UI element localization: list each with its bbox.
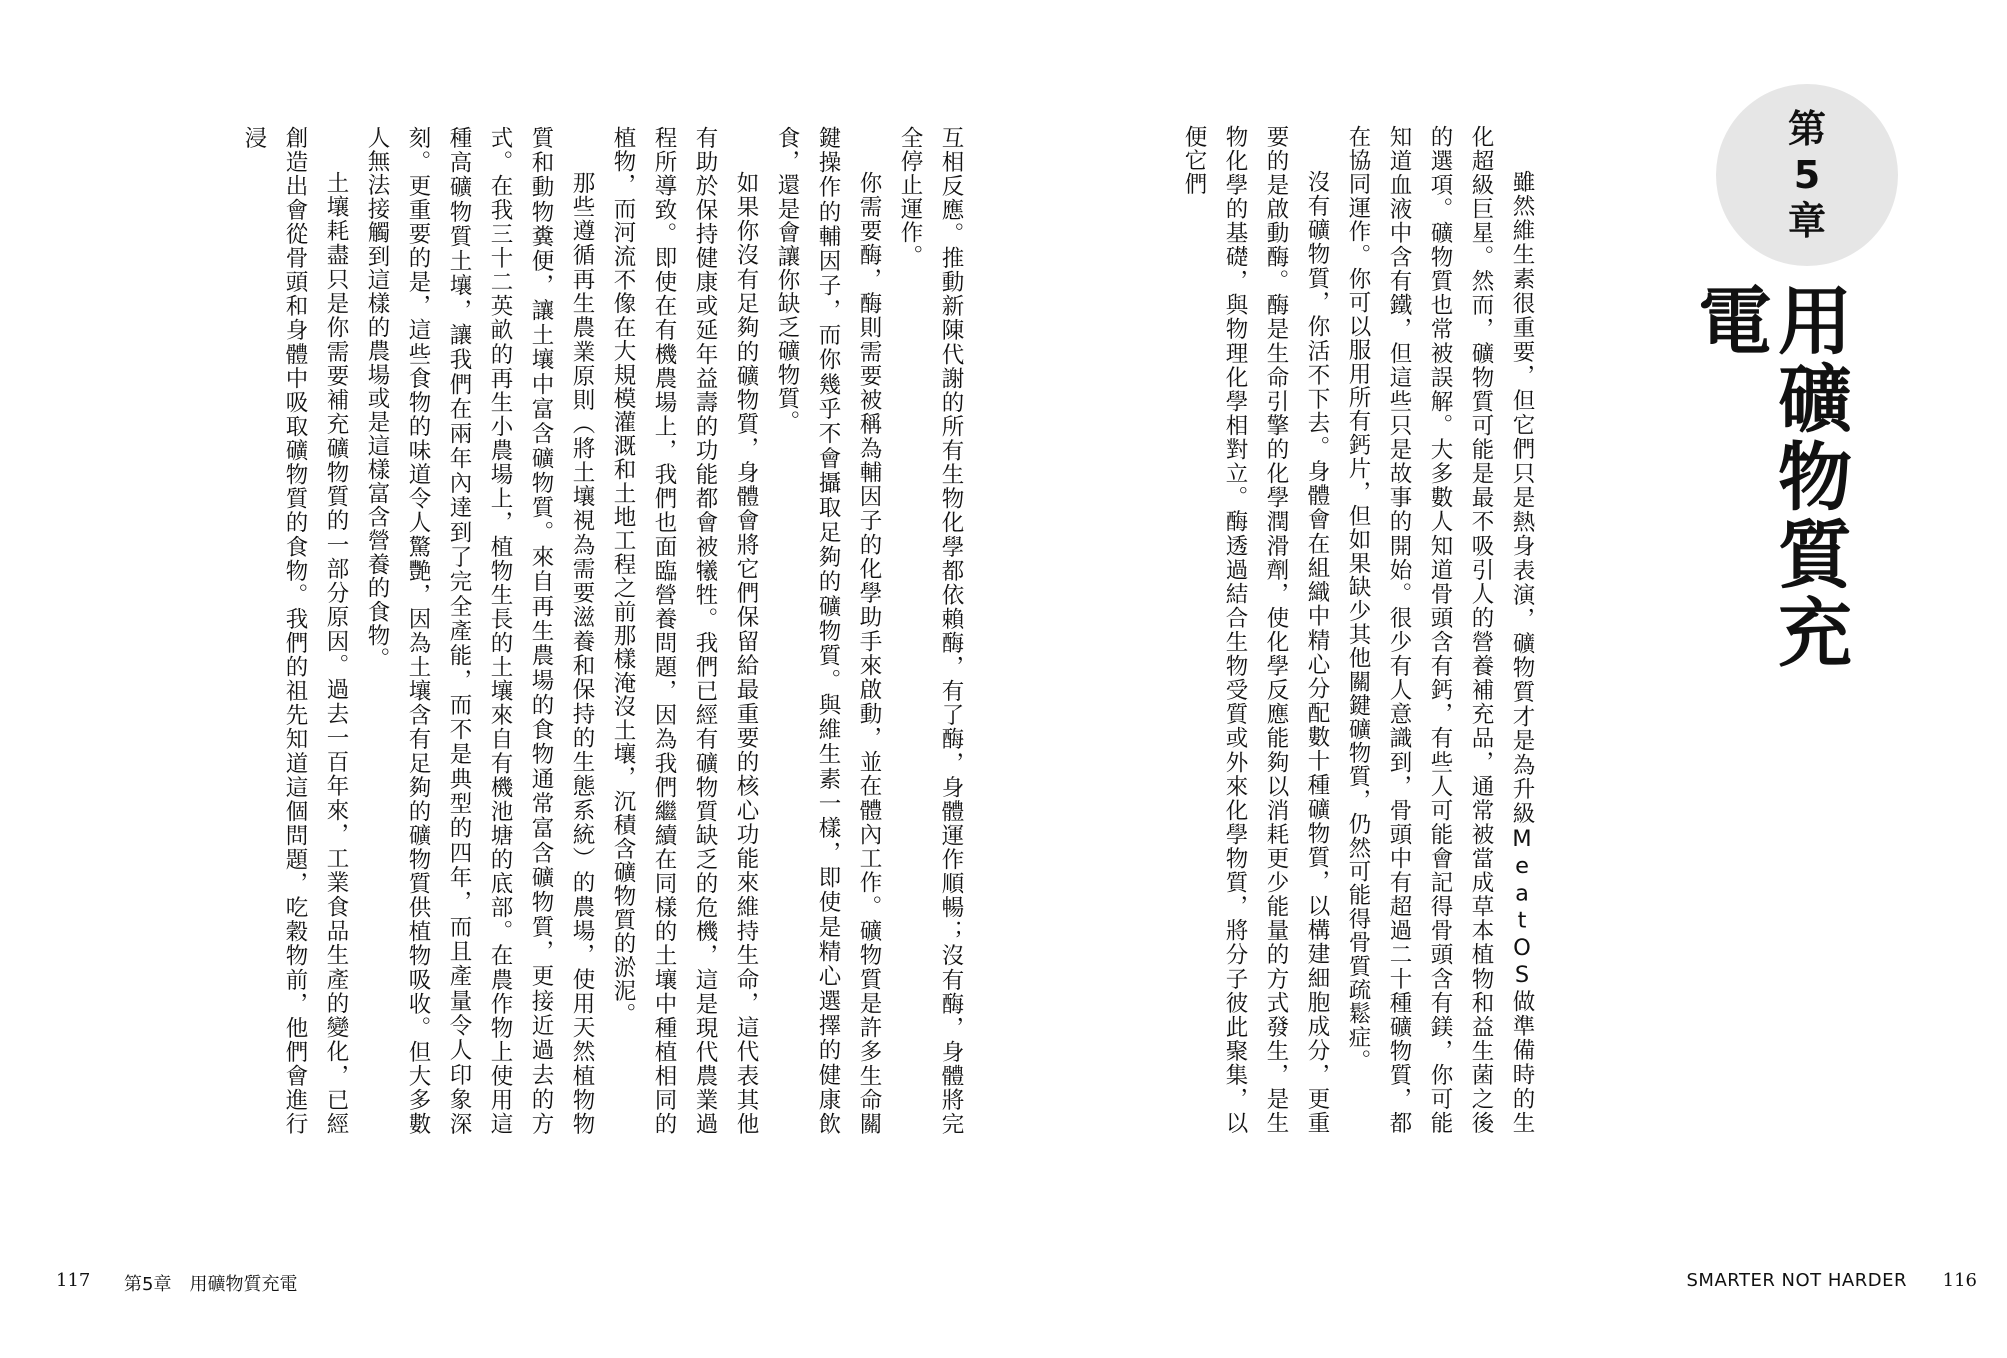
paragraph: 你需要酶，酶則需要被稱為輔因子的化學助手來啟動，並在體內工作。礦物質是許多生命關鍵操作的輔因子，而你幾乎不會攝取足夠的礦物質。與維生素一樣，即使是精心選擇的健康飲食，還是會讓你缺乏礦物質。 xyxy=(774,126,882,1136)
paragraph: 沒有礦物質，你活不下去。身體會在組織中精心分配數十種礦物質，以構建細胞成分，更重要的是啟動酶。酶是生命引擎的化學潤滑劑，使化學反應能夠以消耗更少能量的方式發生，是生物化學的基礎，與物理化學相對立。酶透過結合生物受質或外來化學物質，將分子彼此聚集，以便它們 xyxy=(1181,125,1330,1135)
page-number: 117 xyxy=(56,1270,91,1291)
chapter-label-number: 5 xyxy=(1793,153,1821,197)
chapter-label-bottom: 章 xyxy=(1787,199,1826,243)
running-head: SMARTER NOT HARDER xyxy=(1686,1270,1907,1291)
right-page-body xyxy=(1132,125,1542,1135)
left-page-body xyxy=(111,126,971,1136)
chapter-label-top: 第 xyxy=(1787,107,1826,151)
paragraph: 那些遵循再生農業原則（將土壤視為需要滋養和保持的生態系統）的農場，使用天然植物物質和動物糞便，讓土壤中富含礦物質。來自再生農場的食物通常富含礦物質，更接近過去的方式。在我三十二英畝的再生小農場上，植物生長的土壤來自有機池塘的底部。在農作物上使用這種高礦物質土壤，讓我們在兩年內達到了完全產能，而不是典型的四年，而且產量令人印象深刻。更重要的是，這些食物的味道令人驚艷，因為土壤含有足夠的礦物質供植物吸收。但大多數人無法接觸到這樣的農場或是這樣富含營養的食物。 xyxy=(364,126,595,1136)
chapter-badge xyxy=(1716,84,1898,266)
page-number: 116 xyxy=(1942,1270,1977,1291)
running-head: 第5章 用礦物質充電 xyxy=(124,1274,298,1295)
left-page xyxy=(0,0,1003,1358)
chapter-title: 用礦物質充電 xyxy=(1686,282,1852,672)
paragraph: 雖然維生素很重要，但它們只是熱身表演，礦物質才是為升級MeatOS做準備時的生化超級巨星。然而，礦物質可能是最不吸引人的營養補充品，通常被當成草本植物和益生菌之後的選項。礦物質也常被誤解。大多數人知道骨頭含有鈣，有些人可能會記得骨頭含有鎂，你可能知道血液中含有鐵，但這些只是故事的開始。很少有人意識到，骨頭中有超過二十種礦物質，都在協同運作。你可以服用所有鈣片，但如果缺少其他關鍵礦物質，仍然可能得骨質疏鬆症。 xyxy=(1345,125,1535,1135)
paragraph: 互相反應。推動新陳代謝的所有生物化學都依賴酶，有了酶，身體運作順暢；沒有酶，身體將完全停止運作。 xyxy=(897,126,964,1136)
right-page xyxy=(1004,0,2007,1358)
paragraph: 如果你沒有足夠的礦物質，身體會將它們保留給最重要的核心功能來維持生命，這代表其他有助於保持健康或延年益壽的功能都會被犧牲。我們已經有礦物質缺乏的危機，這是現代農業過程所導致。即使在有機農場上，我們也面臨營養問題，因為我們繼續在同樣的土壤中種植相同的植物，而河流不像在大規模灌溉和土地工程之前那樣淹沒土壤，沉積含礦物質的淤泥。 xyxy=(610,126,759,1136)
paragraph: 土壤耗盡只是你需要補充礦物質的一部分原因。過去一百年來，工業食品生產的變化，已經創造出會從骨頭和身體中吸取礦物質的食物。我們的祖先知道這個問題，吃穀物前，他們會進行浸 xyxy=(241,126,349,1136)
